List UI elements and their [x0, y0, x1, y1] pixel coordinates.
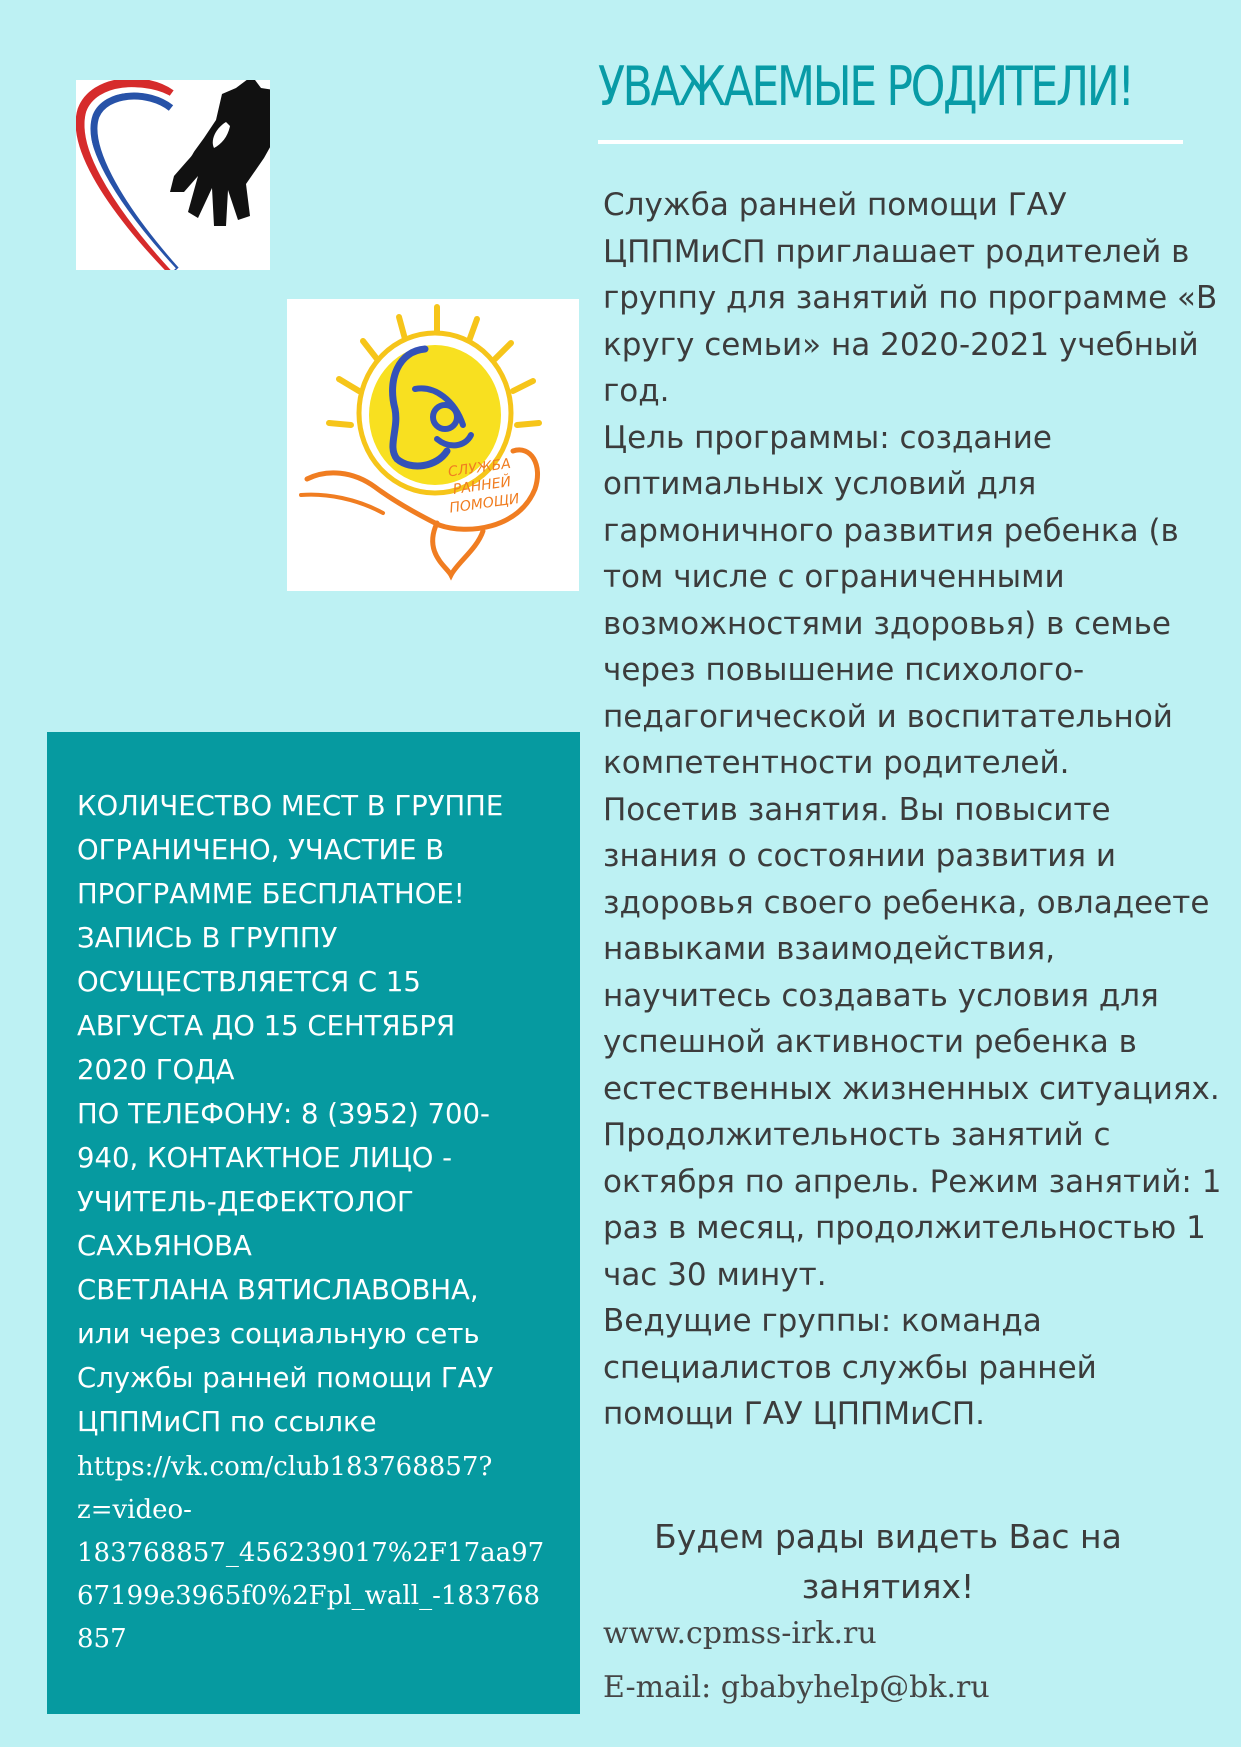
schedule-paragraph: Продолжительность занятий с октября по апрель. Режим занятий: 1 раз в месяц, продолжительностью 1 час 30 минут.: [603, 1117, 1222, 1293]
welcome-message: Будем рады видеть Вас на занятиях!: [654, 1517, 1122, 1606]
goal-paragraph: Цель программы: создание оптимальных условий для гармоничного развития ребенка (в том числе с ограниченными возможностями здоровья) в семье через повышение психолого-педагогической и воспитательной компетентности родителей.: [603, 419, 1179, 781]
logo-caption-line: РАННЕЙ: [451, 474, 513, 498]
email-contact[interactable]: E-mail: gbabyhelp@bk.ru: [603, 1670, 990, 1705]
info-line: ПРОГРАММЕ БЕСПЛАТНОЕ!: [77, 878, 465, 910]
title-divider: [598, 140, 1183, 144]
sun-mother-child-icon: [287, 299, 579, 591]
info-line: ОГРАНИЧЕНО, УЧАСТИЕ В: [77, 834, 445, 866]
info-line: АВГУСТА ДО 15 СЕНТЯБРЯ: [77, 1010, 456, 1042]
vk-group-link[interactable]: https://vk.com/club183768857? z=video- 183768857_456239017%2F17aa97 67199e3965f0%2Fpl_wall_-183768 857: [77, 1452, 545, 1654]
info-line: Службы ранней помощи ГАУ: [77, 1362, 494, 1394]
intro-paragraph: Служба ранней помощи ГАУ ЦППМиСП приглашает родителей в группу для занятий по программе «В кругу семьи» на 2020-2021 учебный год.: [603, 187, 1218, 409]
info-line: УЧИТЕЛЬ-ДЕФЕКТОЛОГ: [77, 1186, 414, 1218]
website-link[interactable]: www.cpmss-irk.ru: [603, 1616, 877, 1651]
info-line: 2020 ГОДА: [77, 1054, 235, 1086]
phone-line: ПО ТЕЛЕФОНУ: 8 (3952) 700-: [77, 1098, 490, 1130]
info-line: ОСУЩЕСТВЛЯЕТСЯ С 15: [77, 966, 421, 998]
contact-line: 940, КОНТАКТНОЕ ЛИЦО -: [77, 1142, 453, 1174]
info-line: САХЬЯНОВА: [77, 1230, 252, 1262]
page-title: УВАЖАЕМЫЕ РОДИТЕЛИ!: [598, 55, 1133, 118]
registration-info-box: [47, 732, 580, 1714]
info-line: СВЕТЛАНА ВЯТИСЛАВОВНА,: [77, 1274, 479, 1306]
info-line: ЦППМиСП по ссылке: [77, 1406, 377, 1438]
benefits-paragraph: Посетив занятия. Вы повысите знания о состоянии развития и здоровья своего ребенка, овладеете навыками взаимодействия, научитесь создавать условия для успешной активности ребенка в естественных жизненных ситуациях.: [603, 791, 1220, 1107]
hands-heart-logo: [76, 80, 270, 270]
info-line: ЗАПИСЬ В ГРУППУ: [77, 922, 338, 954]
early-help-service-logo: [287, 299, 579, 591]
hands-heart-icon: [76, 80, 270, 270]
program-description: [603, 182, 1223, 1438]
logo-caption-line: ПОМОЩИ: [448, 491, 521, 517]
leaders-paragraph: Ведущие группы: команда специалистов службы ранней помощи ГАУ ЦППМиСП.: [603, 1303, 1097, 1432]
info-line: КОЛИЧЕСТВО МЕСТ В ГРУППЕ: [77, 790, 504, 822]
info-line: или через социальную сеть: [77, 1318, 480, 1350]
logo-caption-line: СЛУЖБА: [447, 455, 512, 481]
